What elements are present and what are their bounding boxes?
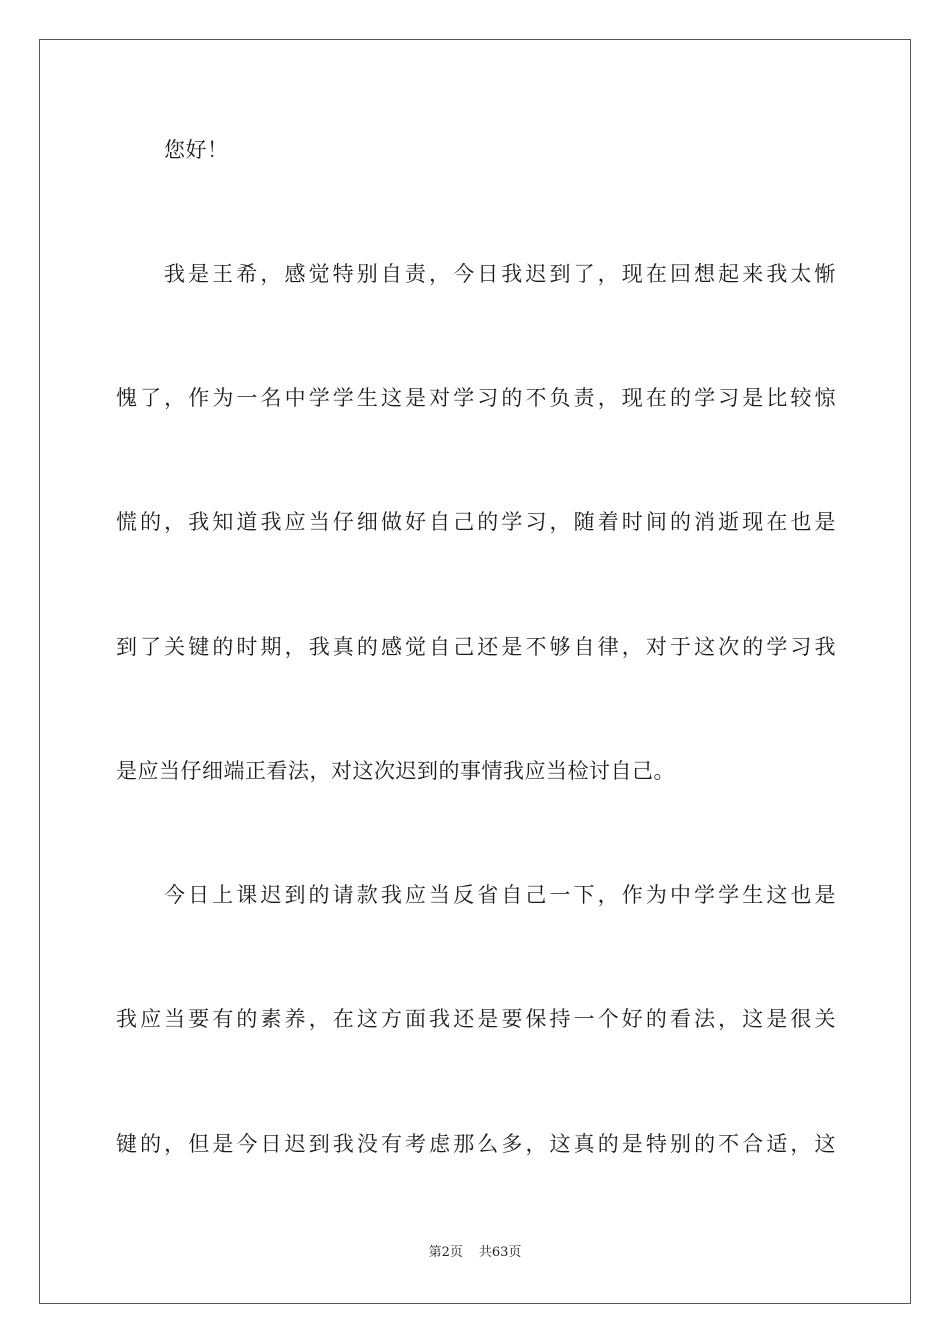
greeting-line: 您好！ [164,138,229,162]
page-number: 第2页 [428,1245,463,1260]
paragraph-line: 键的，但是今日迟到我没有考虑那么多，这真的是特别的不合适，这 [116,1132,836,1156]
paragraph-line: 到了关键的时期，我真的感觉自己还是不够自律，对于这次的学习我 [116,635,836,659]
paragraph-line: 慌的，我知道我应当仔细做好自己的学习，随着时间的消逝现在也是 [116,510,836,534]
paragraph-line: 我是王希，感觉特别自责，今日我迟到了，现在回想起来我太惭 [164,262,836,286]
page-border [39,39,911,1304]
paragraph-line: 今日上课迟到的请款我应当反省自己一下，作为中学学生这也是 [164,883,836,907]
paragraph-line: 是应当仔细端正看法，对这次迟到的事情我应当检讨自己。 [116,759,675,783]
page-footer [0,1244,950,1262]
paragraph-line: 愧了，作为一名中学学生这是对学习的不负责，现在的学习是比较惊 [116,386,836,410]
total-pages: 共63页 [478,1245,522,1260]
paragraph-line: 我应当要有的素养，在这方面我还是要保持一个好的看法，这是很关 [116,1007,836,1031]
